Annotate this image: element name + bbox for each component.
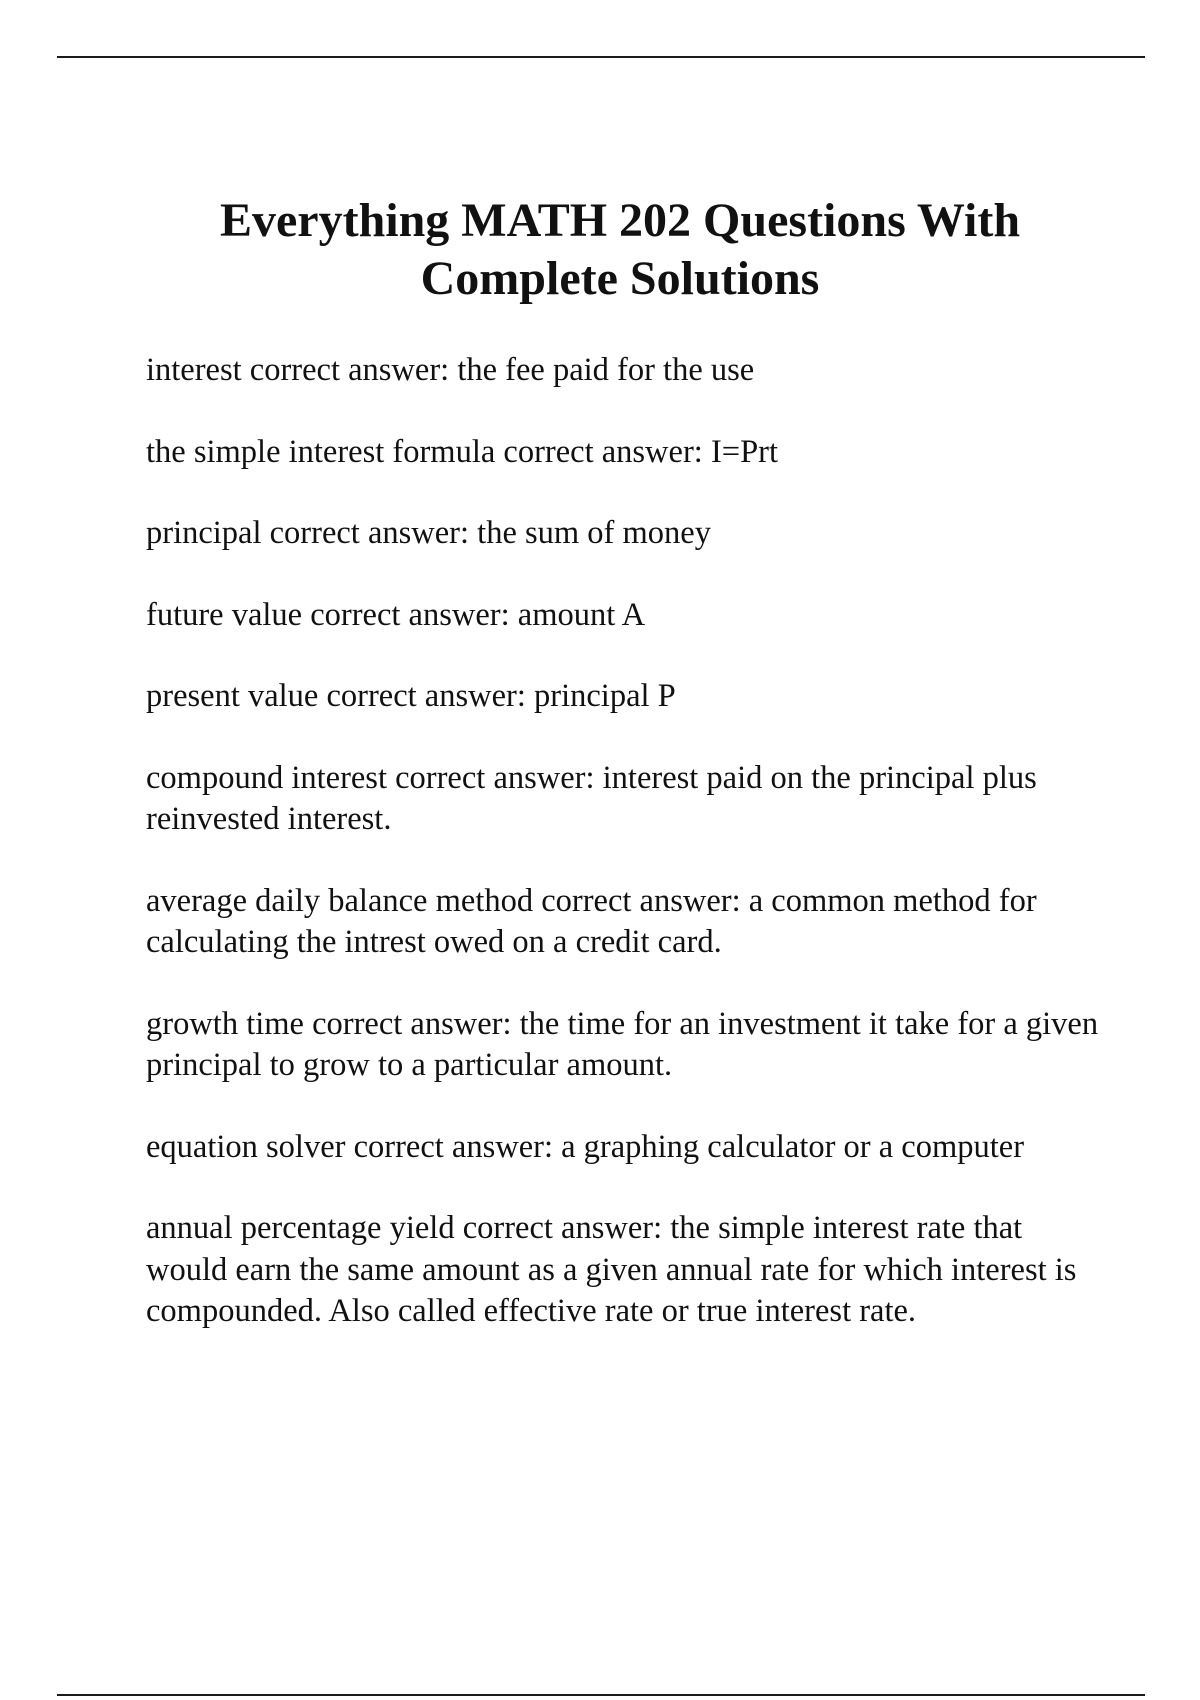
qa-answer: the fee paid for the use <box>457 352 755 388</box>
qa-answer: interest paid on the principal plus reinvested interest. <box>146 759 1037 837</box>
bottom-rule <box>57 1694 1145 1696</box>
top-rule <box>57 56 1145 58</box>
qa-entry <box>146 758 1106 841</box>
qa-answer: the simple interest rate that would earn the same amount as a given annual rate for which interest is compounded. Also called effective rate or true interest rate. <box>146 1210 1077 1329</box>
qa-entry <box>146 881 1106 964</box>
qa-entry <box>146 432 1106 474</box>
qa-term: future value correct answer: <box>146 596 510 633</box>
qa-term: compound interest correct answer: <box>146 759 595 796</box>
qa-term: annual percentage yield correct answer: <box>146 1210 663 1246</box>
qa-entry <box>146 676 1106 718</box>
qa-entry <box>146 350 1106 392</box>
qa-term: equation solver correct answer: <box>146 1128 553 1165</box>
title-line-1: Everything MATH 202 Questions With <box>219 194 1021 247</box>
qa-entry <box>146 1208 1106 1333</box>
qa-entry <box>146 1004 1106 1087</box>
qa-answer: the sum of money <box>477 515 711 551</box>
qa-term: interest correct answer: <box>146 352 450 388</box>
qa-entry <box>146 1127 1106 1169</box>
qa-answer: the time for an investment it take for a given principal to grow to a particular amount. <box>146 1005 1099 1083</box>
qa-term: the simple interest formula correct answer: <box>146 433 703 470</box>
qa-term: present value correct answer: <box>146 678 526 714</box>
qa-term: average daily balance method correct answer: <box>146 882 741 919</box>
qa-answer: principal P <box>534 678 676 714</box>
qa-list <box>146 350 1106 1373</box>
qa-answer: amount A <box>517 596 646 633</box>
document-title <box>60 192 1180 308</box>
qa-term: principal correct answer: <box>146 515 470 551</box>
qa-answer: a common method for calculating the intrest owed on a credit card. <box>146 882 1037 960</box>
qa-entry <box>146 595 1106 637</box>
qa-answer: I=Prt <box>710 433 779 470</box>
qa-answer: a graphing calculator or a computer <box>561 1128 1025 1165</box>
title-line-2: Complete Solutions <box>420 252 820 305</box>
qa-entry <box>146 513 1106 555</box>
qa-term: growth time correct answer: <box>146 1005 512 1042</box>
